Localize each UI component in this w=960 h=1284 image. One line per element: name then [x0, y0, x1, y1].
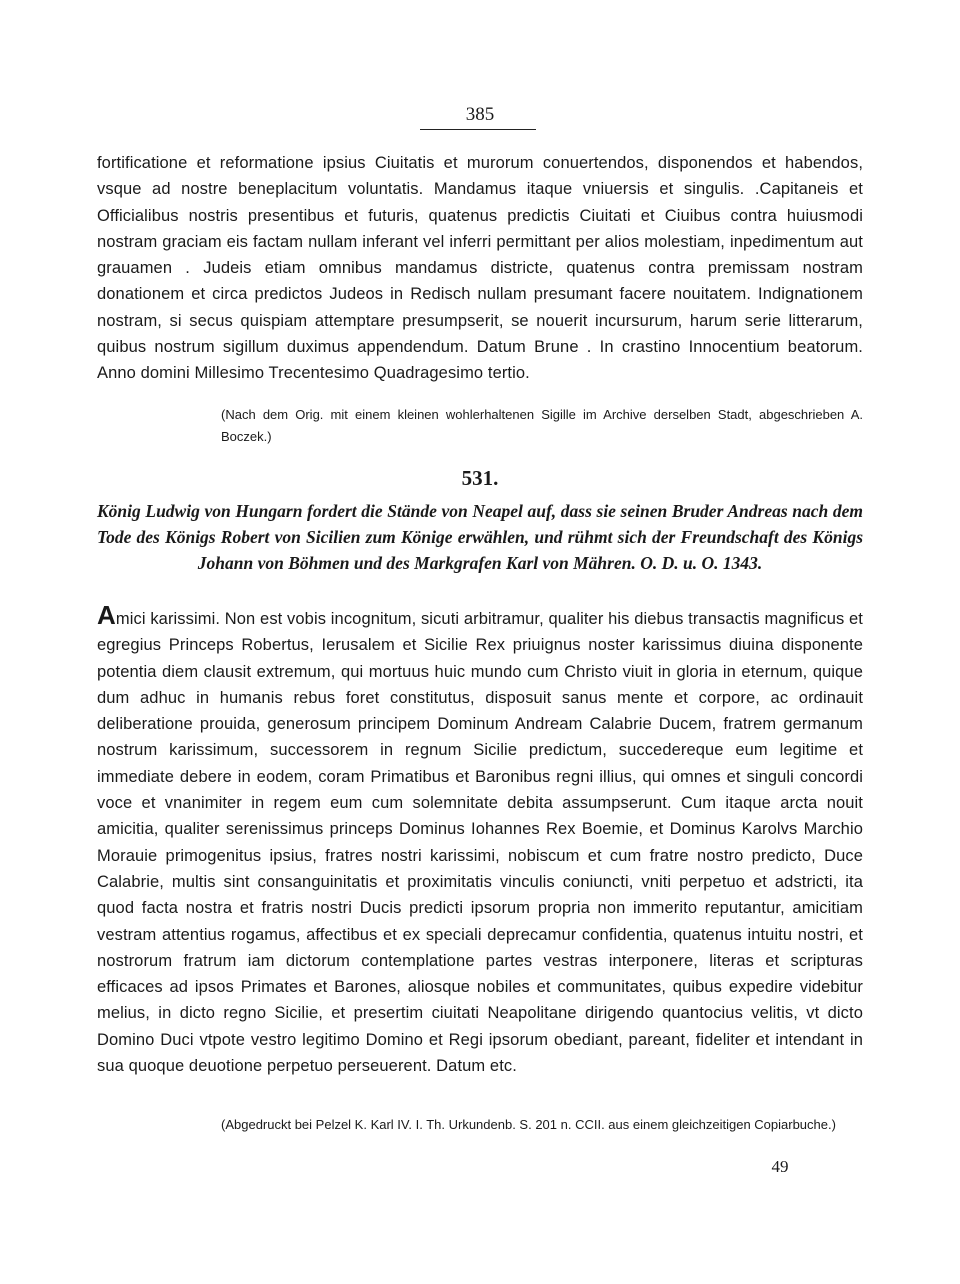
- page-number: 385: [465, 104, 495, 125]
- document-source-note: (Abgedruckt bei Pelzel K. Karl IV. I. Th. Urkundenb. S. 201 n. CCII. aus einem gleichzeitigen Copiarbuche.): [221, 1117, 836, 1132]
- continuation-paragraph: fortificatione et reformatione ipsius Ciuitatis et murorum conuertendos, disponendos et habendos, vsque ad nostre beneplacitum voluntatis. Mandamus itaque vniuersis et singulis. .Capitaneis et Officialibus nostris presentibus et futuris, quatenus predictis Ciuitati et Ciuibus contra huiusmodi nostram graciam eis factam nullam inferant vel inferri permittant per alios molestiam, inpedimentum aut grauamen . Judeis etiam omnibus mandamus districte, quatenus contra premissam nostram donationem et circa predictos Judeos in Redisch nullam presumant facere nouitatem. Indignationem nostram, si secus quispiam attemptare presumpserit, se nouerit incursurum, harum serie litterarum, quibus nostrum sigillum duximus appendendum. Datum Brune . In crastino Innocentium beatorum. Anno domini Millesimo Trecentesimo Quadragesimo tertio.: [97, 154, 863, 383]
- document-body: [97, 600, 863, 1079]
- document-body-text: mici karissimi. Non est vobis incognitum, sicuti arbitramur, qualiter his diebus transactis magnificus et egregius Princeps Robertus, Ierusalem et Sicilie Rex priuignus noster karissimus diuina disponente potentia diem clausit extremum, qui mortuus huic mundo cum Christo viuit in gloria in eternum, quique dum adhuc in humanis rebus foret constitutus, disposuit sanus mente et corpore, ac ordinauit deliberatione prouida, generosum principem Dominum Andream Calabrie Ducem, fratrem germanum nostrum karissimum, successorem in regnum Sicilie predictum, succedereque eum legitime et immediate debere in eodem, coram Primatibus et Baronibus regni illius, qui omnes et singuli concordi voce et vnanimiter in regem eum cum solemnitate debita assumpserunt. Cum itaque arcta nouit amicitia, qualiter serenissimus princeps Dominus Iohannes Rex Boemie, et Dominus Karolvs Marchio Morauie primogenitus ipsius, fratres nostri karissimi, nobiscum et cum fratre nostro predicto, Duce Calabrie, multis sint consanguinitatis et proximitatis vinculis coniuncti, vniti perpetuo et adstricti, ita quod facta nostra et fratris nostri Ducis predicti ipsorum propria non immerito reputantur, amicitiam vestram attentius rogamus, affectibus et ex speciali deprecamur confidentia, quatenus intuitu nostri, et nostrorum fratrum iam dictorum contemplatione partes vestras interponere, literas et scripturas efficaces ad ipsos Primates et Barones, aliosque nobiles et communitates, quibus expedire videbitur melius, in dicto regno Sicilie, et presertim ciuitati Neapolitane dirigendo quantocius velitis, vt dicto Domino Duci vtpote vestro legitimo Domino et Regi ipsorum obediant, pareant, fideliter et intendant in sua quoque deuotione perpetuo perseuerent. Datum etc.: [97, 610, 863, 1076]
- page-number-rule: [420, 129, 536, 130]
- initial-letter: A: [97, 600, 116, 630]
- signature-mark: 49: [771, 1157, 789, 1176]
- continuation-source-note: (Nach dem Orig. mit einem kleinen wohlerhaltenen Sigille im Archive derselben Stadt, abgeschrieben A. Boczek.): [221, 407, 863, 444]
- document-number: 531.: [461, 466, 499, 490]
- document-heading: König Ludwig von Hungarn fordert die Stände von Neapel auf, dass sie seinen Bruder Andreas nach dem Tode des Königs Robert von Sicilien zum Könige erwählen, und rühmt sich der Freundschaft des Königs Johann von Böhmen und des Markgrafen Karl von Mähren. O. D. u. O. 1343.: [97, 501, 863, 573]
